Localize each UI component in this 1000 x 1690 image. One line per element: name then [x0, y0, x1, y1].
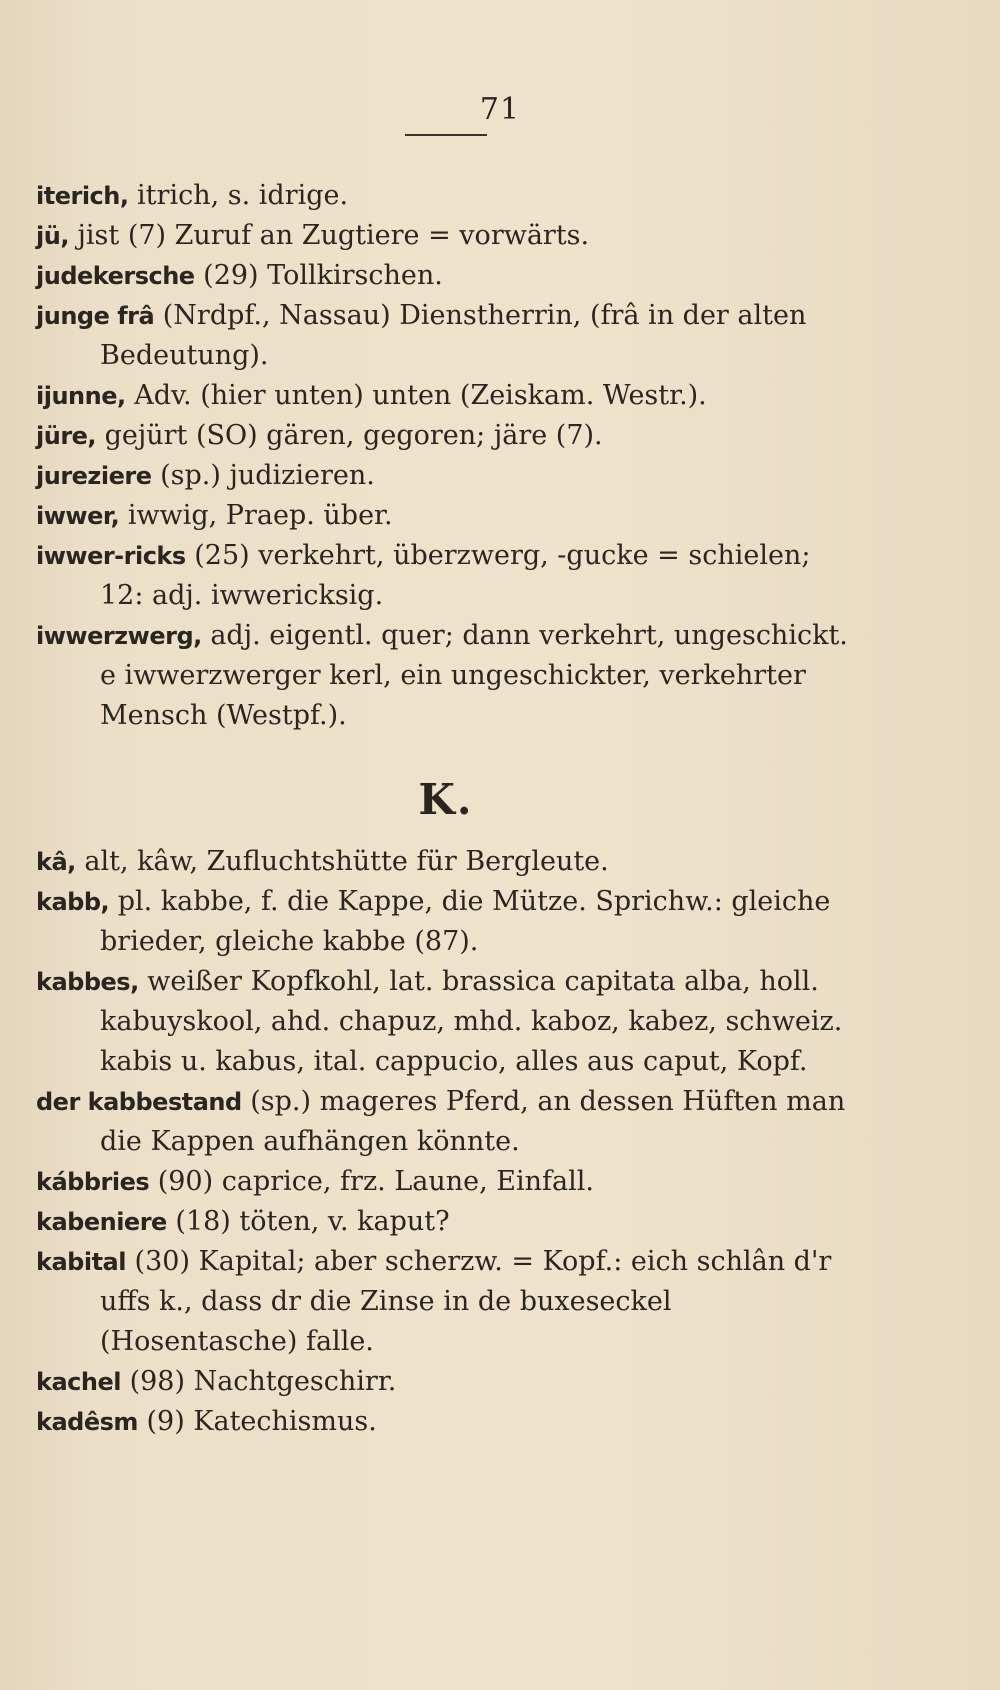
dictionary-entry: [36, 176, 856, 216]
dictionary-entry: [36, 616, 856, 736]
entry-headword: kábbries: [36, 1168, 150, 1196]
entry-headword: kachel: [36, 1368, 121, 1396]
entry-headword: jüre,: [36, 422, 97, 450]
entry-list-i-j: [36, 176, 856, 736]
entry-definition: itrich, s. idrige.: [128, 180, 349, 211]
dictionary-entry: [36, 882, 856, 962]
entry-headword: jü,: [36, 222, 69, 250]
entry-definition: (sp.) judizieren.: [151, 460, 375, 491]
dictionary-entry: [36, 416, 856, 456]
entry-definition: pl. kabbe, f. die Kappe, die Mütze. Sprichw.: gleiche brieder, gleiche kabbe (87).: [100, 886, 831, 957]
entry-definition: adj. eigentl. quer; dann verkehrt, ungeschickt. e iwwerzwerger kerl, ein ungeschickter, verkehrter Mensch (Westpf.).: [100, 620, 848, 731]
entry-definition: (18) töten, v. kaput?: [166, 1206, 450, 1237]
entry-headword: kabb,: [36, 888, 110, 916]
entry-definition: (98) Nachtgeschirr.: [120, 1366, 397, 1397]
entry-headword: jureziere: [36, 462, 152, 490]
entry-headword: kabital: [36, 1248, 126, 1276]
dictionary-entries: [36, 176, 856, 1442]
dictionary-entry: [36, 1162, 856, 1202]
dictionary-entry: [36, 496, 856, 536]
entry-headword: ijunne,: [36, 382, 126, 410]
page-number-rule: [405, 134, 487, 136]
entry-list-k: [36, 842, 856, 1442]
entry-definition: (Nrdpf., Nassau) Dienstherrin, (frâ in der alten Bedeutung).: [100, 300, 807, 371]
page-number: 71: [479, 92, 521, 127]
entry-headword: kâ,: [36, 848, 76, 876]
dictionary-entry: [36, 1362, 856, 1402]
entry-definition: (30) Kapital; aber scherzw. = Kopf.: eich schlân d'r uffs k., dass dr die Zinse in de buxeseckel (Hosentasche) falle.: [100, 1246, 832, 1357]
dictionary-entry: [36, 456, 856, 496]
entry-definition: (90) caprice, frz. Laune, Einfall.: [149, 1166, 594, 1197]
dictionary-entry: [36, 1082, 856, 1162]
dictionary-entry: [36, 842, 856, 882]
dictionary-entry: [36, 376, 856, 416]
entry-headword: judekersche: [36, 262, 195, 290]
dictionary-entry: [36, 962, 856, 1082]
section-letter-k: K.: [418, 775, 474, 824]
entry-headword: iterich,: [36, 182, 129, 210]
dictionary-entry: [36, 1242, 856, 1362]
entry-headword: kabbes,: [36, 968, 139, 996]
dictionary-entry: [36, 1202, 856, 1242]
dictionary-entry: [36, 216, 856, 256]
entry-definition: (9) Katechismus.: [137, 1406, 377, 1437]
entry-definition: alt, kâw, Zufluchtshütte für Bergleute.: [75, 846, 609, 877]
dictionary-entry: [36, 256, 856, 296]
dictionary-entry: [36, 296, 856, 376]
entry-definition: (25) verkehrt, überzwerg, -gucke = schielen; 12: adj. iwwericksig.: [100, 540, 811, 611]
entry-headword: kabeniere: [36, 1208, 167, 1236]
entry-definition: Adv. (hier unten) unten (Zeiskam. Westr.).: [125, 380, 707, 411]
entry-headword: kadêsm: [36, 1408, 138, 1436]
entry-definition: gejürt (SO) gären, gegoren; järe (7).: [96, 420, 603, 451]
entry-definition: (sp.) mageres Pferd, an dessen Hüften man die Kappen aufhängen könnte.: [100, 1086, 846, 1157]
entry-headword: iwwer-ricks: [36, 542, 186, 570]
entry-definition: (29) Tollkirschen.: [194, 260, 443, 291]
entry-definition: weißer Kopfkohl, lat. brassica capitata alba, holl. kabuyskool, ahd. chapuz, mhd. kaboz, kabez, schweiz. kabis u. kabus, ital. cappucio, alles aus caput, Kopf.: [100, 966, 843, 1077]
entry-definition: jist (7) Zuruf an Zugtiere = vorwärts.: [68, 220, 590, 251]
entry-headword: der kabbestand: [36, 1088, 242, 1116]
entry-definition: iwwig, Praep. über.: [119, 500, 393, 531]
entry-headword: junge frâ: [36, 302, 155, 330]
dictionary-entry: [36, 536, 856, 616]
entry-headword: iwwer,: [36, 502, 120, 530]
dictionary-entry: [36, 1402, 856, 1442]
entry-headword: iwwerzwerg,: [36, 622, 202, 650]
